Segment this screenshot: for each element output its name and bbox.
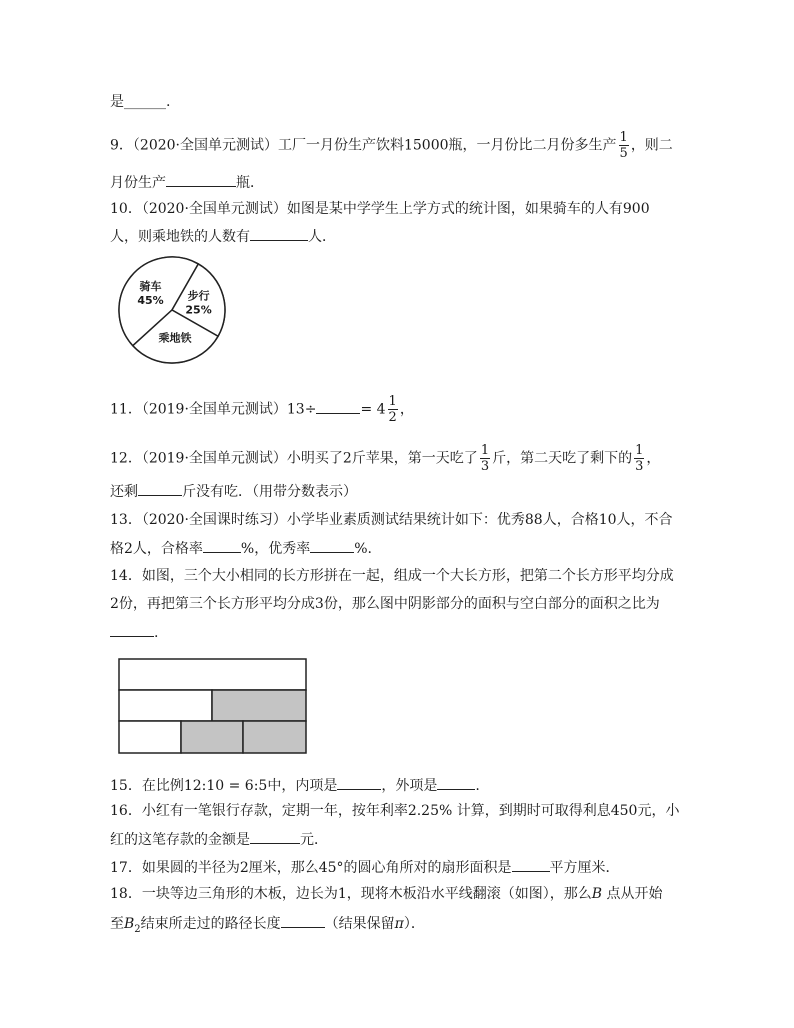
rect-row-3-shaded-a [181,721,243,753]
rect-row-2-white [119,690,212,721]
q12-text: 12．（2019·全国单元测试）小明买了2斤苹果，第一天吃了 [110,450,478,467]
q8-tail: 是______. [110,94,171,110]
question-16-line-2 [110,829,328,850]
fraction-q11 [388,394,398,425]
q12-text: 斤，第二天吃了剩下的 [492,450,633,467]
answer-blank[interactable] [110,622,154,637]
answer-blank[interactable] [138,481,182,496]
question-17 [110,857,620,878]
question-15 [110,775,480,796]
question-18-line-1 [110,884,662,904]
frac-num: 1 [388,394,397,409]
answer-blank[interactable] [512,857,550,872]
q17-text: 平方厘米． [549,860,620,876]
pi-symbol: π [394,916,404,932]
frac-num: 1 [635,443,644,458]
pie-label-0: 骑车 [139,279,162,293]
q18-text: 18．一块等边三角形的木板，边长为1，现将木板沿水平线翻滚（如图），那么 [110,886,592,902]
fraction-q9 [619,130,629,161]
q10-text: 人． [308,229,336,245]
answer-blank[interactable] [310,538,354,553]
pie-label-2: 乘地铁 [158,331,192,345]
var-b: B [591,886,603,902]
question-9-line-2 [110,172,264,193]
answer-blank[interactable] [281,913,325,928]
answer-blank[interactable] [250,829,300,844]
question-13-line-1: 13．（2020·全国课时练习）小学毕业素质测试结果统计如下：优秀88人，合格10人，不合 [110,512,673,528]
pie-chart [116,254,228,366]
q18-text: 结束所走过的路径长度 [140,916,281,932]
q12-text: 还剩 [110,484,138,500]
rect-row-3-shaded-b [243,721,306,753]
pie-value-label-1: 25% [185,303,212,317]
q18-text: 点从开始 [602,886,663,902]
subscript: 2 [134,923,141,935]
rect-row-2-shaded [212,690,306,721]
question-18-line-2 [110,913,425,940]
question-10-line-1: 10．（2020·全国单元测试）如图是某中学学生上学方式的统计图，如果骑车的人有900 [110,201,650,217]
q18-text: ）． [403,916,425,932]
frac-den: 5 [619,146,628,161]
q11-text: 11．（2019·全国单元测试）13÷ [110,401,317,418]
q12-text: ， [646,450,661,467]
frac-num: 1 [619,130,628,145]
q12-text: 斤没有吃．（用带分数表示） [182,484,357,500]
frac-den: 3 [480,459,490,474]
q13-text: %，优秀率 [240,541,311,557]
q18-text: （结果保留 [324,916,395,932]
question-16-line-1: 16．小红有一笔银行存款，定期一年，按年利率2.25% 计算，到期时可取得利息450元，小 [110,803,680,819]
answer-blank[interactable] [250,226,308,241]
rect-row-3-white [119,721,181,753]
q9-text: 瓶． [236,175,264,191]
q17-text: 17．如果圆的半径为2厘米，那么45°的圆心角所对的扇形面积是 [110,860,512,876]
q9-text-tail: ，则二 [630,137,673,154]
q9-text: 月份生产 [110,175,166,191]
q15-text: 15．在比例12:10 = 6:5中，内项是 [110,778,338,794]
rect-row-1 [119,659,306,690]
q13-text: %. [354,541,372,557]
q15-text: ，外项是 [381,778,438,794]
answer-blank[interactable] [337,775,381,790]
question-12-line-2 [110,481,357,502]
q13-text: 格2人，合格率 [110,541,203,557]
question-14-line-2: 2份，再把第三个长方形平均分成3份，那么图中阴影部分的面积与空白部分的面积之比为 [110,596,660,612]
answer-blank[interactable] [203,538,241,553]
question-11 [110,394,414,425]
question-10-line-2 [110,226,336,247]
question-13-line-2 [110,538,372,559]
frac-num: 1 [480,443,490,458]
question-14-line-3 [110,622,158,643]
pie-label-1: 步行 [187,289,210,303]
q14-text: . [154,625,159,641]
answer-blank[interactable] [316,399,360,414]
q10-text: 人，则乘地铁的人数有 [110,229,250,245]
q16-text: 红的这笔存款的金额是 [110,832,250,848]
answer-blank[interactable] [437,775,475,790]
q16-text: 元． [300,832,328,848]
fraction-q12-second [634,443,644,474]
pie-value-label-0: 45% [137,293,164,307]
q11-text: = 4 [360,401,386,418]
rectangle-diagram [118,658,308,756]
question-9-line-1 [110,130,673,161]
fraction-q12-first [480,443,490,474]
q15-text: . [475,778,480,794]
var-b: B [124,916,135,932]
frac-den: 2 [388,410,397,425]
frac-den: 3 [635,459,644,474]
question-12-line-1 [110,443,660,474]
q11-text: ， [399,401,414,418]
question-14-line-1: 14．如图，三个大小相同的长方形拼在一起，组成一个大长方形，把第二个长方形平均分成 [110,568,674,584]
q9-text: 9．（2020·全国单元测试）工厂一月份生产饮料15000瓶，一月份比二月份多生产 [110,137,617,154]
answer-blank[interactable] [166,172,236,187]
q18-text: 至 [110,916,124,932]
